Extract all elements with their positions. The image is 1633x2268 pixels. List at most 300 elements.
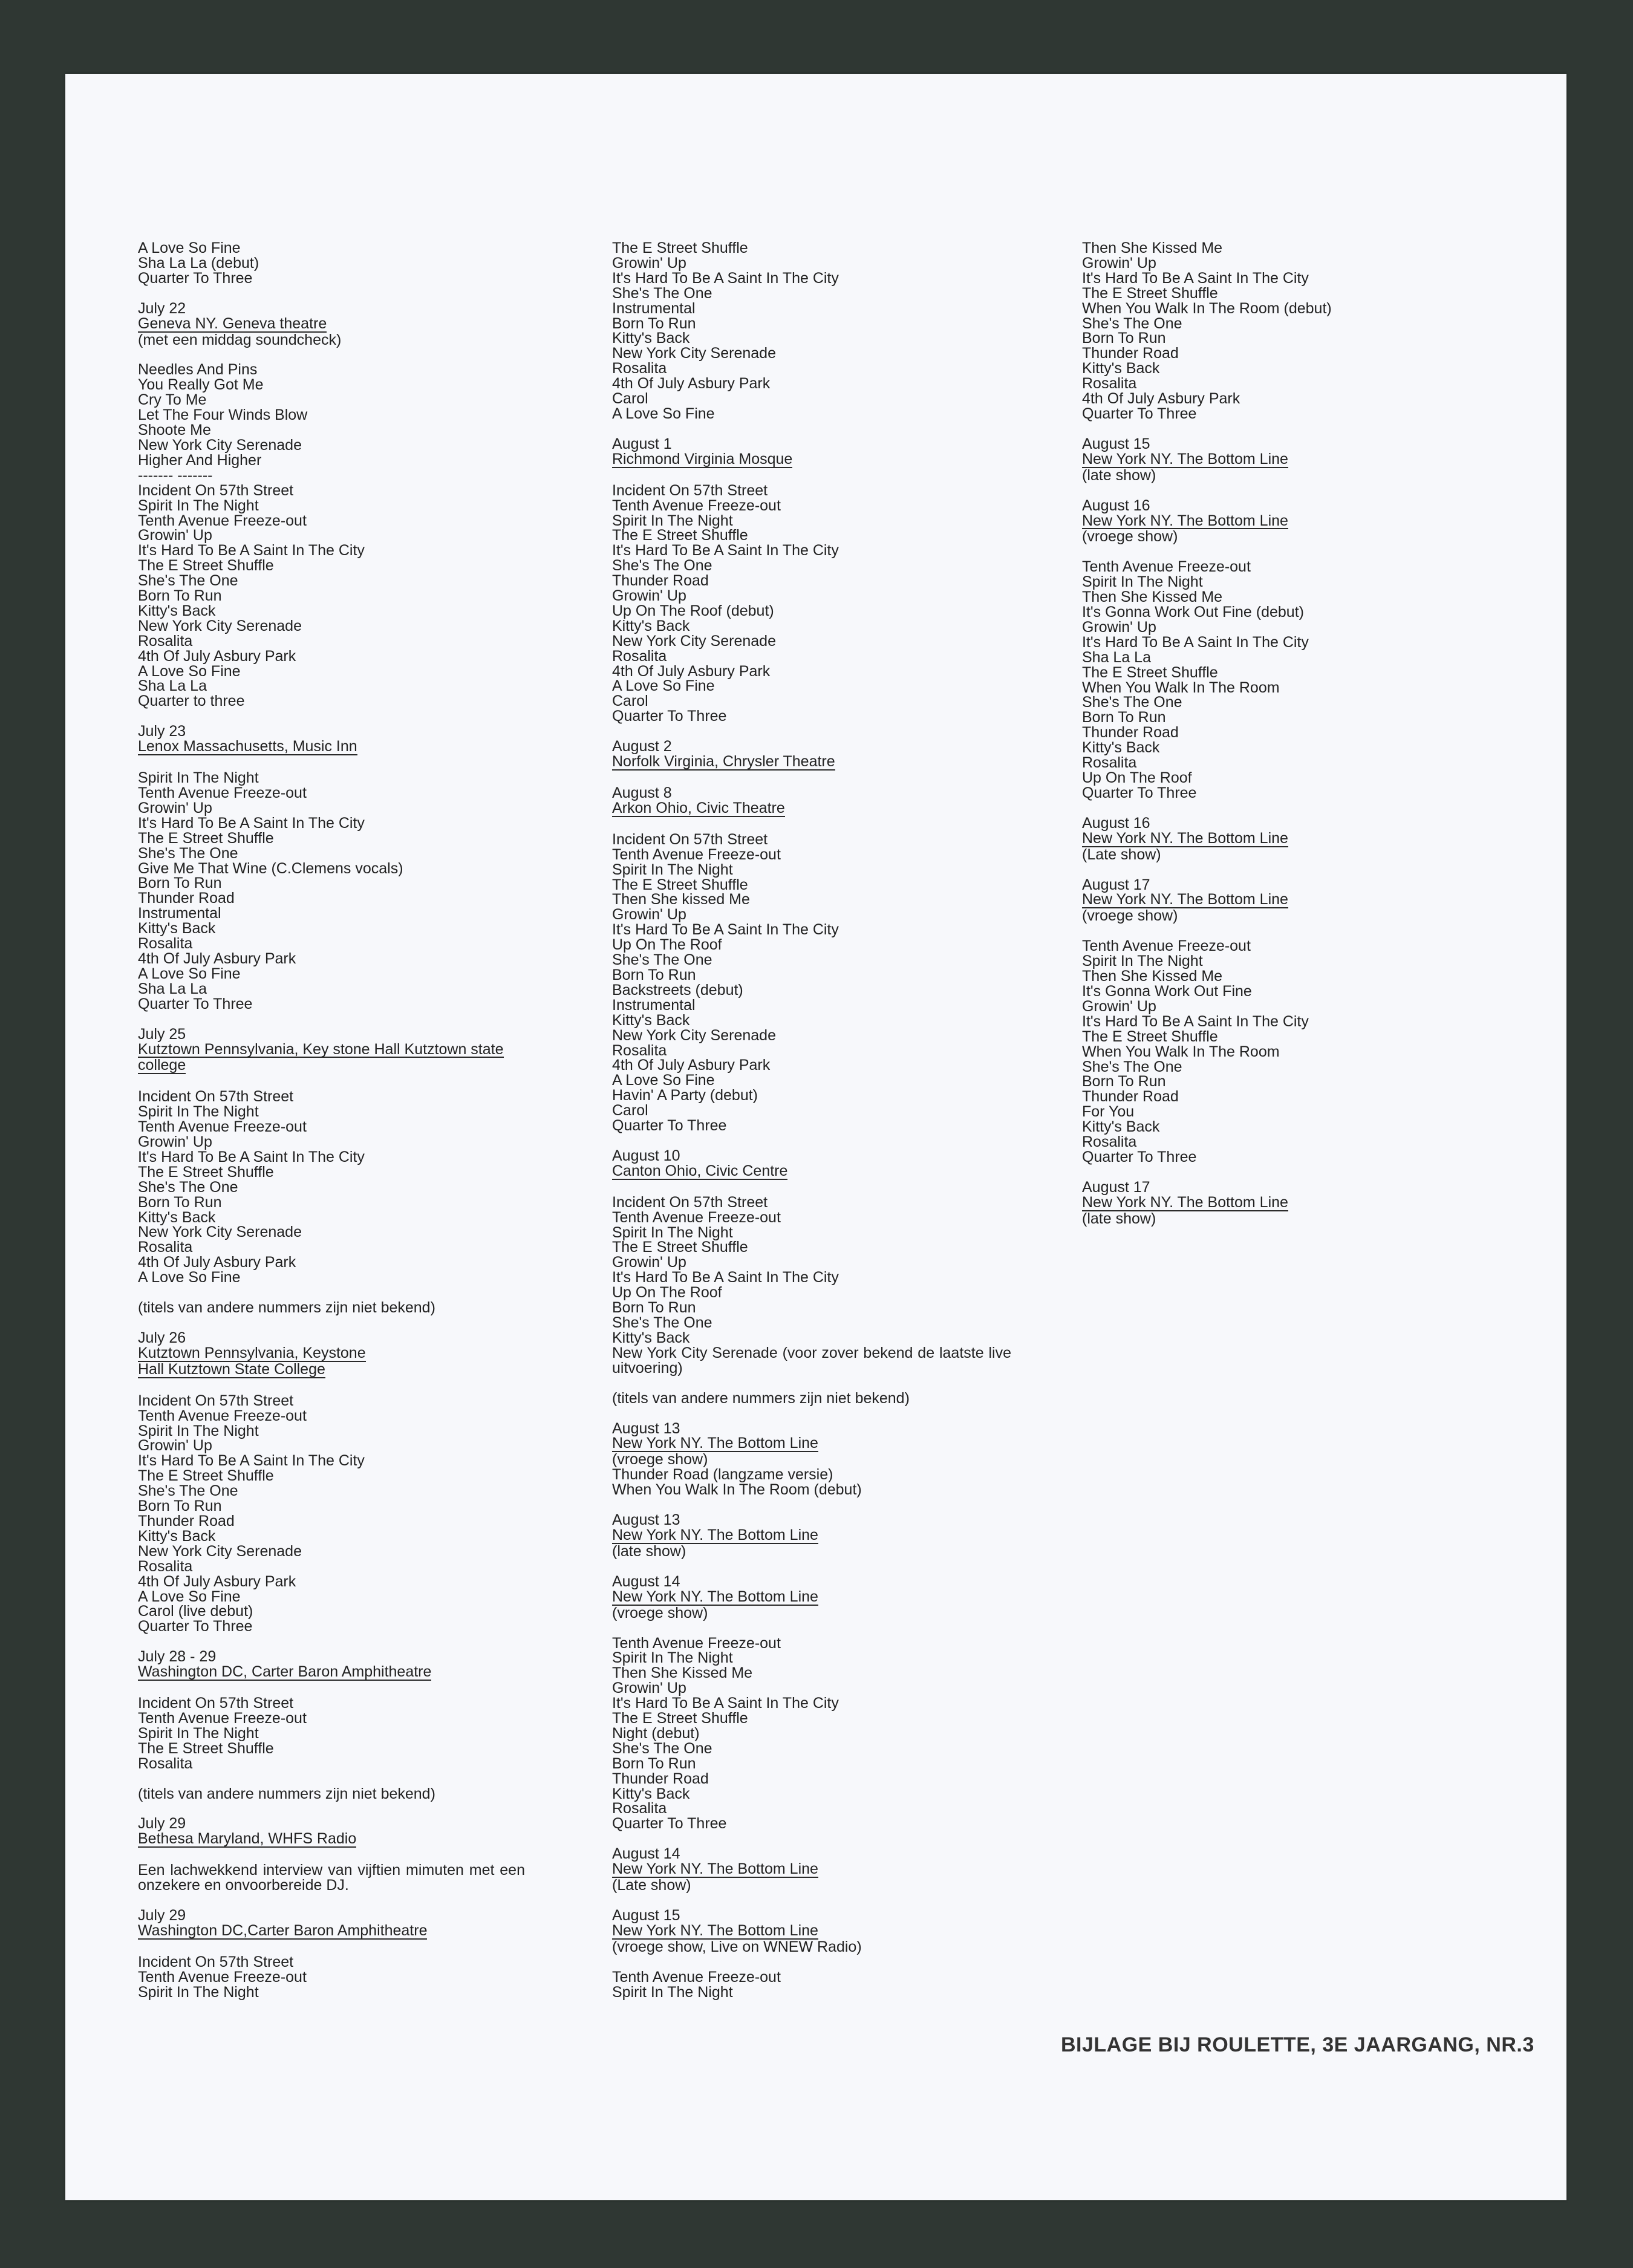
spacer <box>138 1893 525 1908</box>
setlist-line: Night (debut) <box>612 1724 700 1742</box>
venue-heading <box>612 452 1011 468</box>
setlist-line: Quarter To Three <box>1082 784 1197 801</box>
setlist-line: Tenth Avenue Freeze-out <box>138 1709 307 1727</box>
venue-heading <box>138 1831 525 1848</box>
setlist-line: (titels van andere nummers zijn niet bekend) <box>612 1389 910 1407</box>
venue-heading-line: Canton Ohio, Civic Centre <box>612 1162 788 1179</box>
spacer <box>138 1771 525 1787</box>
setlist-line: Born To Run <box>138 1497 222 1515</box>
setlist-line: It's Hard To Be A Saint In The City <box>612 269 839 287</box>
setlist-line: For You <box>1082 1103 1135 1121</box>
setlist-line: Kitty's Back <box>138 920 216 937</box>
setlist-line: It's Gonna Work Out Fine <box>1082 982 1252 1000</box>
spacer <box>612 1497 1011 1513</box>
setlist-line: Kitty's Back <box>612 1785 690 1802</box>
setlist-line: She's The One <box>138 1178 238 1196</box>
setlist-line: Spirit In The Night <box>138 1983 259 2001</box>
setlist-line: Tenth Avenue Freeze-out <box>612 1208 781 1226</box>
setlist-line: Up On The Roof (debut) <box>612 602 774 619</box>
setlist-line: Incident On 57th Street <box>138 1695 294 1712</box>
setlist-line: Up On The Roof <box>612 1284 722 1302</box>
spacer <box>138 1378 525 1393</box>
setlist-line: It's Hard To Be A Saint In The City <box>612 1695 839 1712</box>
spacer <box>1082 1165 1469 1180</box>
setlist-line: A Love So Fine <box>612 405 715 422</box>
setlist-line: (vroege show) <box>612 1451 708 1468</box>
setlist-line: The E Street Shuffle <box>612 876 748 893</box>
setlist-line: (late show) <box>1082 466 1156 484</box>
venue-heading-line: Hall Kutztown State College <box>138 1360 325 1378</box>
setlist-line: July 25 <box>138 1025 186 1043</box>
setlist-line: Growin' Up <box>138 1133 212 1151</box>
setlist-line: (Late show) <box>612 1877 691 1894</box>
setlist-line: New York City Serenade <box>138 436 302 454</box>
setlist-line: She's The One <box>612 1314 712 1331</box>
setlist-line: Incident On 57th Street <box>138 1953 294 1970</box>
setlist-line: July 22 <box>138 299 186 317</box>
setlist-line: Spirit In The Night <box>612 1649 733 1667</box>
setlist-line: Carol <box>612 1102 648 1119</box>
setlist-line: Spirit In The Night <box>1082 953 1203 970</box>
setlist-line: Rosalita <box>1082 754 1137 772</box>
setlist-line: August 15 <box>1082 435 1150 452</box>
spacer <box>1082 483 1469 498</box>
setlist-line: New York City Serenade <box>138 617 302 634</box>
spacer <box>612 724 1011 739</box>
setlist-line: Thunder Road <box>138 890 235 907</box>
venue-heading <box>138 1042 525 1075</box>
setlist-line: Quarter To Three <box>138 269 253 287</box>
venue-heading <box>612 754 1011 771</box>
setlist-line: Higher And Higher <box>138 451 262 469</box>
spacer <box>138 347 525 362</box>
setlist-line: When You Walk In The Room (debut) <box>1082 299 1332 317</box>
setlist-line: Spirit In The Night <box>612 512 733 529</box>
setlist-line: Quarter To Three <box>1082 1148 1197 1165</box>
setlist-line: Rosalita <box>1082 1133 1137 1151</box>
spacer <box>138 1634 525 1649</box>
setlist-line: Then She Kissed Me <box>612 1664 753 1682</box>
setlist-line: Spirit In The Night <box>138 1103 259 1121</box>
setlist-line: Rosalita <box>138 1239 193 1256</box>
setlist-line: You Really Got Me <box>138 376 264 394</box>
setlist-line: Born To Run <box>138 1193 222 1211</box>
setlist-line: 4th Of July Asbury Park <box>612 1057 771 1074</box>
setlist-line: 4th Of July Asbury Park <box>138 1572 296 1590</box>
setlist-line: Born To Run <box>1082 1073 1166 1090</box>
setlist-line: (met een middag soundcheck) <box>138 331 342 348</box>
venue-heading-line: college <box>138 1057 186 1074</box>
setlist-line: Rosalita <box>138 1557 193 1575</box>
setlist-line: July 29 <box>138 1815 186 1833</box>
setlist-line: Quarter To Three <box>612 1117 727 1135</box>
setlist-line: 4th Of July Asbury Park <box>1082 390 1240 408</box>
setlist-line: Tenth Avenue Freeze-out <box>138 1407 307 1424</box>
setlist-line: The E Street Shuffle <box>612 1239 748 1256</box>
setlist-line: Kitty's Back <box>612 617 690 634</box>
setlist-line: 4th Of July Asbury Park <box>138 647 296 665</box>
setlist-line: 4th Of July Asbury Park <box>138 950 296 967</box>
setlist-line: ------- ------- <box>138 466 213 484</box>
setlist-line: Growin' Up <box>612 587 686 605</box>
setlist-line: Rosalita <box>612 360 667 377</box>
setlist-line: Instrumental <box>612 299 696 317</box>
setlist-line: Spirit In The Night <box>138 1422 259 1439</box>
setlist-line: A Love So Fine <box>138 662 241 680</box>
setlist-line: New York City Serenade <box>138 1224 302 1241</box>
setlist-line: Carol (live debut) <box>138 1603 253 1620</box>
setlist-line: July 23 <box>138 723 186 740</box>
venue-heading <box>612 1923 1011 1940</box>
setlist-line: New York City Serenade <box>612 632 776 650</box>
spacer <box>612 1955 1011 1970</box>
setlist-line: A Love So Fine <box>612 1072 715 1089</box>
venue-heading-line: Washington DC,Carter Baron Amphitheatre <box>138 1922 428 1939</box>
setlist-line: Tenth Avenue Freeze-out <box>138 1968 307 1986</box>
setlist-line: Incident On 57th Street <box>138 1392 294 1409</box>
setlist-line: Born To Run <box>138 875 222 892</box>
venue-heading-line: New York NY. The Bottom Line <box>612 1435 818 1452</box>
setlist-line: Born To Run <box>138 587 222 605</box>
setlist-line: Then She Kissed Me <box>1082 240 1223 256</box>
setlist-line: Spirit In The Night <box>138 769 259 787</box>
venue-heading <box>138 1923 525 1940</box>
setlist-line: The E Street Shuffle <box>138 829 274 847</box>
venue-heading <box>1082 892 1469 908</box>
venue-heading <box>138 1346 525 1378</box>
spacer <box>612 817 1011 832</box>
spacer <box>612 1559 1011 1574</box>
spacer <box>138 1848 525 1863</box>
setlist-line: The E Street Shuffle <box>612 1710 748 1727</box>
note-paragraph: Een lachwekkend interview van vijftien mimuten met een onzekere en onvoorbereide DJ. <box>138 1862 525 1894</box>
setlist-line: It's Hard To Be A Saint In The City <box>138 1452 365 1470</box>
setlist-line: Rosalita <box>612 1041 667 1059</box>
setlist-line: Carol <box>612 692 648 710</box>
setlist-line: Born To Run <box>612 1299 696 1317</box>
setlist-line: Tenth Avenue Freeze-out <box>138 512 307 529</box>
setlist-line: Rosalita <box>1082 375 1137 393</box>
setlist-line: When You Walk In The Room <box>1082 1043 1280 1060</box>
setlist-line: Quarter to three <box>138 692 245 710</box>
setlist-line: She's The One <box>138 1482 238 1500</box>
setlist-line: It's Hard To Be A Saint In The City <box>612 921 839 939</box>
setlist-line: Thunder Road <box>612 572 709 590</box>
setlist-line: She's The One <box>1082 694 1182 711</box>
setlist-line: Kitty's Back <box>1082 739 1160 757</box>
setlist-line: Kitty's Back <box>612 1329 690 1346</box>
setlist-line: 4th Of July Asbury Park <box>612 375 771 393</box>
setlist-line: Tenth Avenue Freeze-out <box>138 784 307 801</box>
setlist-line: (Late show) <box>1082 846 1161 863</box>
setlist-line: The E Street Shuffle <box>612 240 748 256</box>
spacer <box>612 1376 1011 1391</box>
setlist-line: Spirit In The Night <box>1082 573 1203 591</box>
spacer <box>1082 924 1469 939</box>
setlist-line: It's Hard To Be A Saint In The City <box>1082 633 1309 651</box>
setlist-line: Rosalita <box>138 1755 193 1772</box>
setlist-line: (late show) <box>612 1542 686 1560</box>
setlist-line: Tenth Avenue Freeze-out <box>612 846 781 863</box>
setlist-line: August 17 <box>1082 1178 1150 1196</box>
setlist-line: July 29 <box>138 1907 186 1924</box>
footer-caption: BIJLAGE BIJ ROULETTE, 3E JAARGANG, NR.3 <box>1061 2033 1534 2056</box>
setlist-line: Then She Kissed Me <box>1082 968 1223 985</box>
setlist-line: She's The One <box>138 844 238 862</box>
setlist-line: Instrumental <box>612 996 696 1014</box>
setlist-line: Growin' Up <box>612 254 686 272</box>
venue-heading <box>612 801 1011 817</box>
setlist-line: Tenth Avenue Freeze-out <box>1082 937 1251 955</box>
setlist-line: 4th Of July Asbury Park <box>138 1254 296 1271</box>
setlist-line: Sha La La <box>138 980 207 997</box>
setlist-line: The E Street Shuffle <box>138 1739 274 1757</box>
setlist-line: It's Hard To Be A Saint In The City <box>612 1269 839 1286</box>
spacer <box>612 422 1011 437</box>
setlist-line: August 2 <box>612 738 672 755</box>
setlist-line: The E Street Shuffle <box>1082 663 1218 681</box>
venue-heading-line: New York NY. The Bottom Line <box>612 1526 818 1543</box>
setlist-line: (titels van andere nummers zijn niet bekend) <box>138 1785 435 1802</box>
setlist-column-2 <box>612 241 1011 2000</box>
setlist-line: Growin' Up <box>1082 997 1156 1015</box>
spacer <box>1082 544 1469 559</box>
setlist-line: Quarter To Three <box>1082 405 1197 422</box>
spacer <box>138 1074 525 1089</box>
venue-heading-line: Kutztown Pennsylvania, Key stone Hall Kutztown state <box>138 1040 504 1058</box>
setlist-line: She's The One <box>612 557 712 575</box>
setlist-line: August 17 <box>1082 876 1150 893</box>
setlist-line: Growin' Up <box>138 527 212 544</box>
setlist-line: It's Gonna Work Out Fine (debut) <box>1082 604 1304 621</box>
setlist-line: The E Street Shuffle <box>138 1163 274 1181</box>
spacer <box>138 1681 525 1696</box>
setlist-line: July 28 - 29 <box>138 1648 217 1666</box>
venue-heading <box>1082 831 1469 847</box>
setlist-line: She's The One <box>1082 1058 1182 1075</box>
spacer <box>138 755 525 771</box>
setlist-line: Tenth Avenue Freeze-out <box>138 1118 307 1136</box>
setlist-line: A Love So Fine <box>138 965 241 982</box>
setlist-line: (vroege show) <box>1082 907 1178 925</box>
setlist-line: Growin' Up <box>138 1437 212 1455</box>
setlist-line: Quarter To Three <box>612 1815 727 1833</box>
setlist-line: It's Hard To Be A Saint In The City <box>138 1148 365 1165</box>
setlist-line: Kitty's Back <box>138 1208 216 1226</box>
setlist-line: Born To Run <box>1082 330 1166 347</box>
setlist-line: Rosalita <box>612 647 667 665</box>
setlist-line: Quarter To Three <box>138 1618 253 1635</box>
setlist-line: (titels van andere nummers zijn niet bekend) <box>138 1299 435 1317</box>
setlist-line: Tenth Avenue Freeze-out <box>1082 558 1251 576</box>
venue-heading-line: Geneva NY. Geneva theatre <box>138 314 327 332</box>
document-page <box>65 74 1566 2200</box>
venue-heading-line: New York NY. The Bottom Line <box>1082 450 1288 468</box>
setlist-line: The E Street Shuffle <box>1082 284 1218 302</box>
setlist-line: Growin' Up <box>1082 618 1156 636</box>
setlist-line: August 8 <box>612 784 672 801</box>
spacer <box>612 1831 1011 1846</box>
setlist-line: Instrumental <box>138 905 221 922</box>
setlist-line: August 13 <box>612 1419 680 1437</box>
setlist-line: Thunder Road (langzame versie) <box>612 1466 833 1484</box>
setlist-line: (vroege show) <box>612 1604 708 1621</box>
setlist-line: Up On The Roof <box>612 936 722 954</box>
setlist-line: Tenth Avenue Freeze-out <box>612 1968 781 1986</box>
setlist-line: It's Hard To Be A Saint In The City <box>138 814 365 832</box>
setlist-line: Rosalita <box>612 1800 667 1817</box>
setlist-line: August 16 <box>1082 814 1150 832</box>
setlist-line: Spirit In The Night <box>612 1983 733 2001</box>
venue-heading <box>138 316 525 333</box>
setlist-line: Incident On 57th Street <box>138 481 294 499</box>
setlist-line: It's Hard To Be A Saint In The City <box>138 542 365 559</box>
setlist-line: August 16 <box>1082 497 1150 514</box>
setlist-line: New York City Serenade <box>138 1542 302 1560</box>
setlist-line: Spirit In The Night <box>612 1224 733 1241</box>
venue-heading-line: New York NY. The Bottom Line <box>1082 891 1288 908</box>
setlist-line: Growin' Up <box>1082 254 1156 272</box>
setlist-line: A Love So Fine <box>612 677 715 695</box>
setlist-line: Kitty's Back <box>612 330 690 347</box>
setlist-line: Thunder Road <box>1082 724 1179 741</box>
setlist-line: August 15 <box>612 1907 680 1924</box>
setlist-line: Thunder Road <box>1082 1088 1179 1106</box>
setlist-line: She's The One <box>612 951 712 969</box>
setlist-line: Sha La La <box>1082 648 1151 666</box>
setlist-line: It's Hard To Be A Saint In The City <box>1082 269 1309 287</box>
spacer <box>612 1180 1011 1195</box>
setlist-line: New York City Serenade <box>612 345 776 362</box>
spacer <box>138 1012 525 1027</box>
setlist-line: (vroege show, Live on WNEW Radio) <box>612 1938 862 1955</box>
setlist-line: Born To Run <box>612 1755 696 1772</box>
setlist-line: August 14 <box>612 1572 680 1590</box>
spacer <box>612 1133 1011 1149</box>
setlist-line: Rosalita <box>138 632 193 650</box>
spacer <box>138 1285 525 1300</box>
setlist-line: Tenth Avenue Freeze-out <box>612 1634 781 1652</box>
venue-heading-line: New York NY. The Bottom Line <box>612 1921 818 1939</box>
setlist-line: Quarter To Three <box>612 708 727 725</box>
setlist-column-1 <box>138 241 525 2000</box>
setlist-line: The E Street Shuffle <box>1082 1028 1218 1045</box>
setlist-line: Born To Run <box>612 314 696 332</box>
venue-heading-line: Lenox Massachusetts, Music Inn <box>138 738 357 755</box>
setlist-line: Growin' Up <box>138 799 212 816</box>
setlist-line: (late show) <box>1082 1210 1156 1227</box>
venue-heading-line: Richmond Virginia Mosque <box>612 450 793 468</box>
setlist-line: Growin' Up <box>612 906 686 924</box>
setlist-line: A Love So Fine <box>138 240 241 256</box>
spacer <box>138 709 525 724</box>
venue-heading-line: New York NY. The Bottom Line <box>1082 512 1288 529</box>
setlist-line: (vroege show) <box>1082 528 1178 546</box>
setlist-line: New York City Serenade <box>612 1026 776 1044</box>
setlist-line: Thunder Road <box>1082 345 1179 362</box>
setlist-line: She's The One <box>612 1739 712 1757</box>
spacer <box>1082 801 1469 816</box>
venue-heading-line: Kutztown Pennsylvania, Keystone <box>138 1344 366 1361</box>
setlist-line: Shoote Me <box>138 422 211 439</box>
venue-heading-line: Arkon Ohio, Civic Theatre <box>612 799 785 816</box>
setlist-line: Kitty's Back <box>612 1011 690 1029</box>
spacer <box>612 1893 1011 1908</box>
setlist-line: The E Street Shuffle <box>138 1467 274 1485</box>
venue-heading <box>612 1589 1011 1606</box>
setlist-line: A Love So Fine <box>138 1588 241 1605</box>
setlist-line: She's The One <box>138 572 238 590</box>
venue-heading-line: Washington DC, Carter Baron Amphitheatre <box>138 1663 432 1681</box>
venue-heading <box>612 1436 1011 1452</box>
setlist-line: Incident On 57th Street <box>612 830 768 848</box>
setlist-line: Incident On 57th Street <box>138 1088 294 1106</box>
venue-heading <box>1082 452 1469 468</box>
setlist-line: Havin' A Party (debut) <box>612 1087 758 1104</box>
setlist-line: Thunder Road <box>138 1512 235 1530</box>
venue-heading-line: Norfolk Virginia, Chrysler Theatre <box>612 753 835 771</box>
venue-heading-line: Bethesa Maryland, WHFS Radio <box>138 1830 357 1848</box>
setlist-line: Born To Run <box>612 966 696 983</box>
venue-heading <box>138 739 525 755</box>
setlist-line: Sha La La (debut) <box>138 254 259 272</box>
setlist-line: Thunder Road <box>612 1770 709 1787</box>
setlist-line: It's Hard To Be A Saint In The City <box>612 542 839 559</box>
setlist-line: Let The Four Winds Blow <box>138 406 308 424</box>
setlist-line: Kitty's Back <box>138 602 216 619</box>
setlist-line: It's Hard To Be A Saint In The City <box>1082 1012 1309 1030</box>
setlist-line: Needles And Pins <box>138 361 258 379</box>
setlist-line: Growin' Up <box>612 1254 686 1271</box>
setlist-line: August 13 <box>612 1511 680 1529</box>
spacer <box>1082 422 1469 437</box>
spacer <box>612 1621 1011 1636</box>
venue-heading <box>138 1664 525 1681</box>
setlist-line: 4th Of July Asbury Park <box>612 662 771 680</box>
setlist-line: Kitty's Back <box>138 1527 216 1545</box>
venue-heading <box>1082 513 1469 530</box>
setlist-line: Quarter To Three <box>138 995 253 1012</box>
spacer <box>138 1940 525 1955</box>
setlist-line: Then She Kissed Me <box>1082 588 1223 606</box>
setlist-line: She's The One <box>612 284 712 302</box>
setlist-line: When You Walk In The Room <box>1082 679 1280 696</box>
setlist-line: Incident On 57th Street <box>612 1193 768 1211</box>
setlist-line: She's The One <box>1082 314 1182 332</box>
spacer <box>612 468 1011 483</box>
venue-heading <box>612 1528 1011 1544</box>
spacer <box>612 771 1011 786</box>
setlist-line: August 14 <box>612 1845 680 1863</box>
setlist-line: Tenth Avenue Freeze-out <box>612 497 781 514</box>
venue-heading-line: New York NY. The Bottom Line <box>612 1588 818 1605</box>
spacer <box>612 1406 1011 1421</box>
setlist-line: Kitty's Back <box>1082 1118 1160 1136</box>
venue-heading-line: New York NY. The Bottom Line <box>1082 829 1288 847</box>
setlist-line: Backstreets (debut) <box>612 981 743 999</box>
note-paragraph: New York City Serenade (voor zover bekend de laatste live uitvoering) <box>612 1344 1011 1377</box>
spacer <box>138 1315 525 1331</box>
setlist-line: Growin' Up <box>612 1680 686 1697</box>
spacer <box>1082 862 1469 878</box>
setlist-line: The E Street Shuffle <box>612 527 748 544</box>
setlist-line: Spirit In The Night <box>138 497 259 514</box>
venue-heading <box>612 1862 1011 1878</box>
setlist-line: Spirit In The Night <box>138 1724 259 1742</box>
setlist-line: August 1 <box>612 435 672 452</box>
setlist-line: Kitty's Back <box>1082 360 1160 377</box>
venue-heading <box>1082 1195 1469 1211</box>
